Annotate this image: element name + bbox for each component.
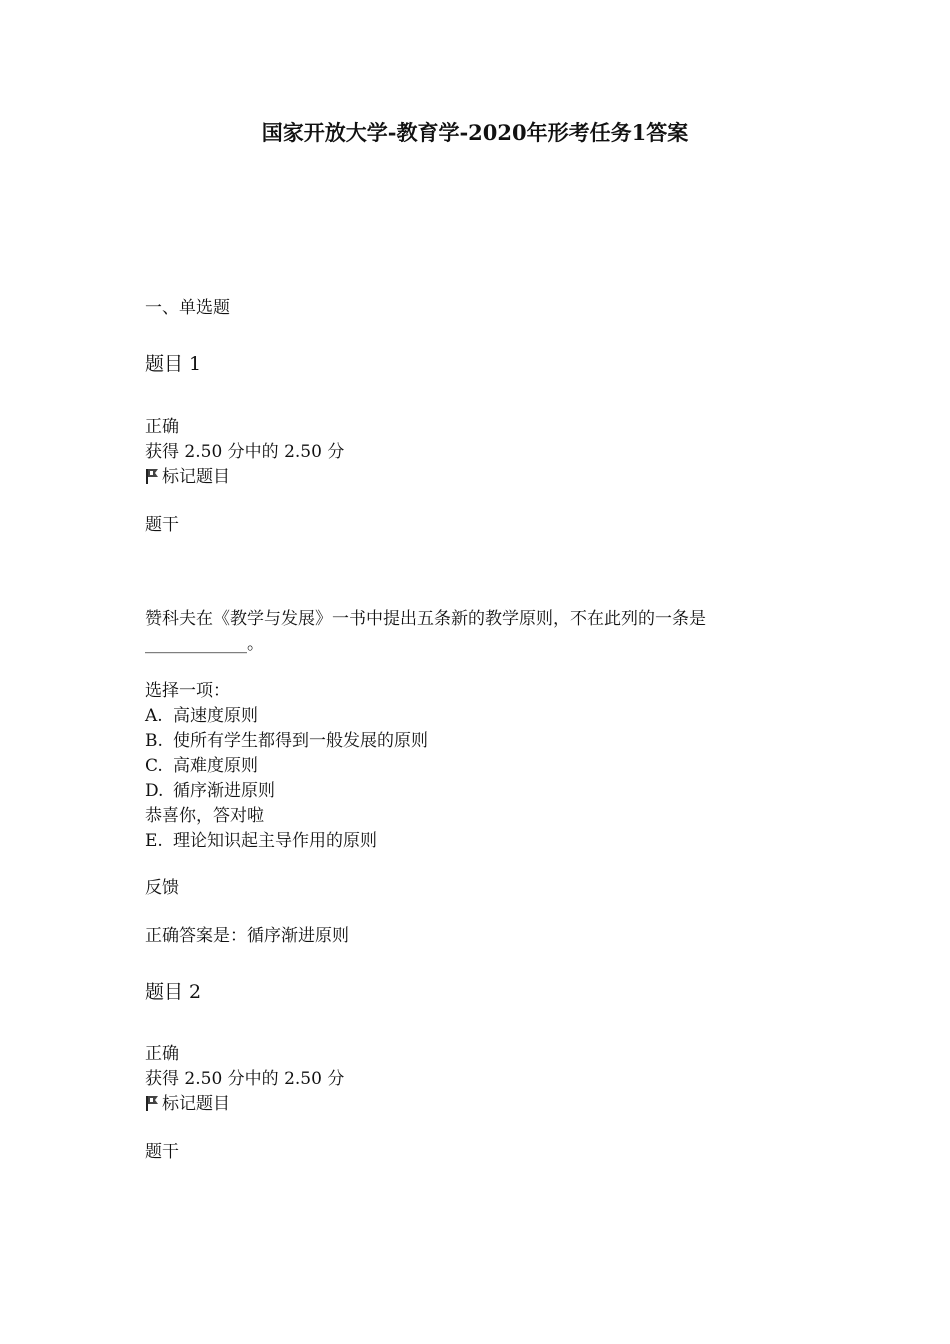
question-1-stem-line1: 赞科夫在《教学与发展》一书中提出五条新的教学原则，不在此列的一条是 <box>145 609 706 629</box>
option-text: 高速度原则 <box>173 706 258 726</box>
option-letter: A. <box>145 706 163 726</box>
option-letter: B. <box>145 731 163 751</box>
option-letter: E. <box>145 831 163 851</box>
option-letter: D. <box>145 781 164 801</box>
flag-icon <box>145 468 159 484</box>
question-1-stem-label: 题干 <box>145 515 179 535</box>
question-1-flag-label: 标记题目 <box>162 467 230 487</box>
option-letter: C. <box>145 756 163 776</box>
question-2-flag-label: 标记题目 <box>162 1094 230 1114</box>
option-text: 使所有学生都得到一般发展的原则 <box>173 731 428 751</box>
question-2-score: 获得 2.50 分中的 2.50 分 <box>145 1069 345 1089</box>
section-heading: 一、单选题 <box>145 298 230 318</box>
question-1-option-e[interactable] <box>145 829 377 854</box>
option-text: 理论知识起主导作用的原则 <box>173 831 377 851</box>
question-1-option-a[interactable] <box>145 704 258 729</box>
question-1-stem-line2: ____________。 <box>145 634 264 654</box>
question-1-flag-link[interactable] <box>145 465 230 490</box>
question-1-congrats: 恭喜你，答对啦 <box>145 806 264 826</box>
question-1-choose-prompt: 选择一项： <box>145 681 230 701</box>
flag-icon <box>145 1095 159 1111</box>
option-text: 循序渐进原则 <box>173 781 275 801</box>
question-1-option-c[interactable] <box>145 754 258 779</box>
question-2-status: 正确 <box>145 1044 179 1064</box>
question-1-number: 题目 1 <box>145 353 202 375</box>
question-1-option-d[interactable] <box>145 779 275 804</box>
question-2-number: 题目 2 <box>145 981 202 1003</box>
question-1-correct-answer: 正确答案是：循序渐进原则 <box>145 926 349 946</box>
question-1-feedback-label: 反馈 <box>145 878 179 898</box>
document-title: 国家开放大学-教育学-2020年形考任务1答案 <box>261 120 689 145</box>
question-2-stem-label: 题干 <box>145 1142 179 1162</box>
question-2-flag-link[interactable] <box>145 1092 230 1117</box>
question-1-option-b[interactable] <box>145 729 428 754</box>
question-1-status: 正确 <box>145 417 179 437</box>
option-text: 高难度原则 <box>173 756 258 776</box>
question-1-score: 获得 2.50 分中的 2.50 分 <box>145 442 345 462</box>
